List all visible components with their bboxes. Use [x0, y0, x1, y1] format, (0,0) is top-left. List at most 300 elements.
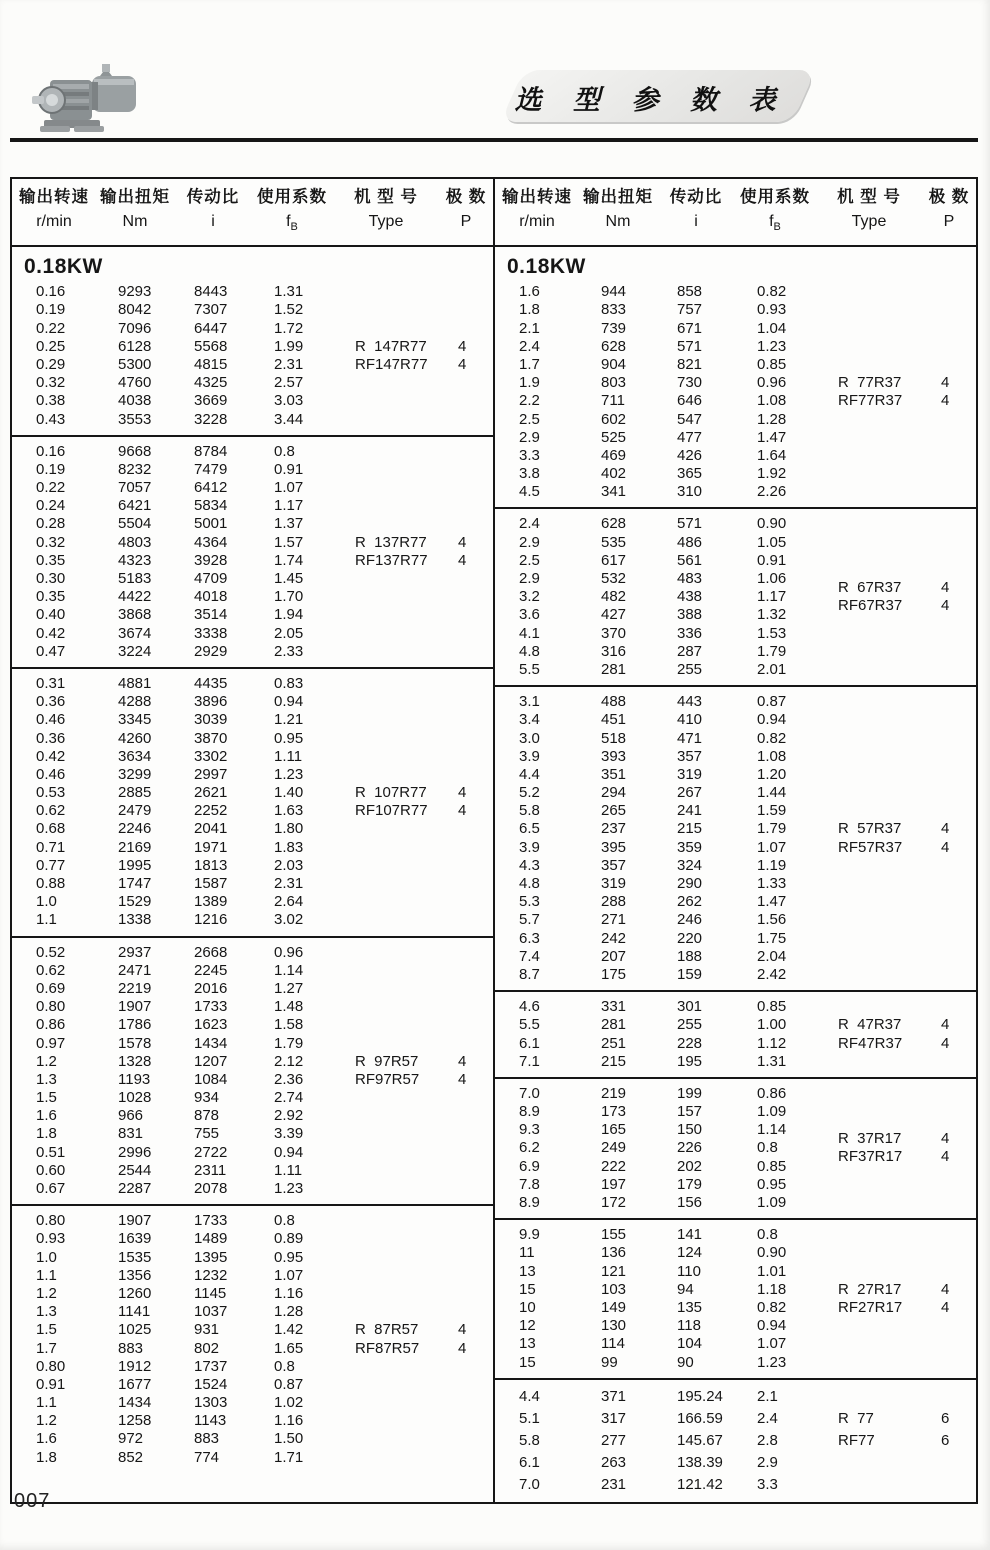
unit-ratio: i	[694, 213, 698, 230]
cell-ratio: 1733	[194, 1212, 228, 1230]
table-row	[495, 748, 976, 766]
cell-poles	[923, 711, 975, 729]
cell-type	[815, 356, 923, 374]
cell-speed: 4.3	[519, 856, 540, 874]
cell-service-factor: 3.39	[274, 1125, 304, 1143]
cell-speed: 0.80	[36, 1357, 66, 1375]
cell-speed: 0.16	[36, 283, 66, 301]
cell-speed: 0.42	[36, 747, 66, 765]
cell-torque: 317	[601, 1409, 627, 1427]
cell-ratio: 199	[677, 1084, 703, 1102]
col-header-poles: 极 数	[445, 188, 487, 206]
cell-speed: 3.6	[519, 606, 540, 624]
cell-torque: 130	[601, 1317, 627, 1335]
cell-type	[332, 766, 440, 784]
cell-poles: 4	[458, 533, 467, 551]
cell-service-factor: 1.37	[274, 515, 304, 533]
cell-type	[815, 465, 923, 483]
table-section	[495, 1380, 976, 1502]
cell-service-factor: 1.59	[757, 802, 787, 820]
cell-service-factor: 1.08	[757, 392, 787, 410]
cell-torque: 277	[601, 1431, 627, 1449]
cell-speed: 4.5	[519, 483, 540, 501]
power-rating-label: 0.18KW	[24, 255, 103, 279]
cell-speed: 1.6	[519, 283, 540, 301]
table-row	[12, 1125, 493, 1143]
cell-torque: 207	[601, 947, 627, 965]
cell-type	[815, 1244, 923, 1262]
cell-ratio: 3338	[194, 624, 228, 642]
cell-poles	[440, 730, 492, 748]
unit-ratio: i	[211, 213, 215, 230]
cell-poles	[440, 693, 492, 711]
cell-torque: 2169	[118, 838, 152, 856]
cell-poles	[440, 1249, 492, 1267]
cell-type	[815, 543, 923, 561]
cell-ratio: 2668	[194, 943, 228, 961]
cell-ratio: 365	[677, 465, 703, 483]
cell-service-factor: 1.45	[274, 570, 304, 587]
cell-ratio: 802	[194, 1339, 220, 1357]
cell-torque: 288	[601, 893, 627, 911]
cell-poles: 4	[458, 551, 467, 569]
cell-speed: 5.3	[519, 893, 540, 911]
cell-ratio: 4364	[194, 533, 228, 551]
table-row	[495, 857, 976, 875]
cell-type	[332, 643, 440, 661]
cell-speed: 6.1	[519, 1034, 540, 1052]
cell-service-factor: 2.12	[274, 1052, 304, 1070]
cell-speed: 1.8	[36, 1125, 57, 1143]
cell-type	[332, 374, 440, 392]
cell-speed: 0.35	[36, 588, 66, 606]
cell-ratio: 1524	[194, 1375, 228, 1393]
cell-torque: 331	[601, 998, 627, 1016]
cell-service-factor: 1.18	[757, 1280, 787, 1298]
cell-ratio: 1489	[194, 1230, 228, 1248]
cell-speed: 13	[519, 1335, 536, 1353]
cell-type	[332, 1016, 440, 1034]
cell-service-factor: 1.99	[274, 337, 304, 355]
cell-speed: 7.1	[519, 1052, 540, 1070]
cell-poles	[923, 748, 975, 766]
cell-ratio: 858	[677, 283, 703, 301]
cell-service-factor: 0.96	[274, 943, 304, 961]
cell-service-factor: 0.95	[274, 729, 304, 747]
cell-service-factor: 1.27	[274, 979, 304, 997]
cell-poles	[923, 948, 975, 966]
cell-type	[332, 1144, 440, 1162]
cell-poles	[923, 730, 975, 748]
cell-service-factor: 0.91	[274, 460, 304, 478]
cell-speed: 3.9	[519, 747, 540, 765]
table-section	[495, 992, 976, 1079]
cell-type	[815, 338, 923, 356]
cell-service-factor: 1.63	[274, 802, 304, 820]
cell-speed: 5.7	[519, 911, 540, 929]
cell-ratio: 477	[677, 428, 703, 446]
cell-ratio: 357	[677, 747, 703, 765]
cell-poles: 4	[941, 838, 950, 856]
table-row	[12, 320, 493, 338]
cell-speed: 1.6	[36, 1430, 57, 1448]
cell-service-factor: 1.20	[757, 765, 787, 783]
cell-torque: 1258	[118, 1412, 152, 1430]
cell-speed: 7.0	[519, 1084, 540, 1102]
cell-type	[332, 1089, 440, 1107]
cell-poles	[440, 998, 492, 1016]
cell-speed: 0.32	[36, 374, 66, 392]
cell-service-factor: 0.8	[757, 1226, 778, 1244]
cell-poles	[923, 1386, 975, 1408]
cell-type	[815, 766, 923, 784]
cell-speed: 0.43	[36, 410, 66, 428]
cell-ratio: 1434	[194, 1034, 228, 1052]
cell-service-factor: 0.82	[757, 729, 787, 747]
cell-poles	[440, 1267, 492, 1285]
cell-torque: 271	[601, 911, 627, 929]
cell-type	[332, 1249, 440, 1267]
cell-torque: 9293	[118, 283, 152, 301]
header-row-cn	[12, 185, 493, 210]
cell-torque: 1639	[118, 1230, 152, 1248]
cell-poles	[440, 980, 492, 998]
cell-torque: 3299	[118, 765, 152, 783]
table-left-half	[12, 179, 493, 1502]
cell-speed: 5.8	[519, 802, 540, 820]
table-row	[12, 1340, 493, 1358]
cell-ratio: 4435	[194, 674, 228, 692]
cell-speed: 0.69	[36, 979, 66, 997]
cell-torque: 265	[601, 802, 627, 820]
cell-ratio: 5834	[194, 497, 228, 515]
cell-torque: 535	[601, 533, 627, 551]
cell-torque: 149	[601, 1298, 627, 1316]
cell-speed: 0.42	[36, 624, 66, 642]
table-row	[12, 1071, 493, 1089]
cell-torque: 249	[601, 1139, 627, 1157]
cell-poles	[923, 429, 975, 447]
cell-service-factor: 0.90	[757, 515, 787, 533]
table-row	[12, 338, 493, 356]
cell-type	[332, 625, 440, 643]
table-row	[495, 766, 976, 784]
cell-type: RF87R57	[355, 1339, 420, 1357]
cell-poles	[440, 320, 492, 338]
cell-type: R 27R17	[838, 1280, 902, 1298]
cell-speed: 7.8	[519, 1175, 540, 1193]
cell-poles	[440, 711, 492, 729]
table-row	[12, 730, 493, 748]
cell-torque: 9668	[118, 442, 152, 460]
cell-ratio: 94	[677, 1280, 694, 1298]
cell-ratio: 671	[677, 319, 703, 337]
cell-speed: 0.80	[36, 1212, 66, 1230]
cell-ratio: 1232	[194, 1266, 228, 1284]
cell-poles	[440, 1162, 492, 1180]
cell-type	[332, 711, 440, 729]
cell-service-factor: 1.28	[274, 1303, 304, 1321]
table-row	[12, 962, 493, 980]
cell-type	[815, 615, 923, 633]
table-section	[12, 938, 493, 1207]
unit-speed: r/min	[36, 213, 72, 230]
cell-poles: 6	[941, 1431, 950, 1449]
cell-poles	[923, 301, 975, 319]
table-row	[12, 1267, 493, 1285]
cell-type	[332, 893, 440, 911]
cell-torque: 341	[601, 483, 627, 501]
cell-ratio: 646	[677, 392, 703, 410]
cell-speed: 0.29	[36, 355, 66, 373]
cell-speed: 0.51	[36, 1143, 66, 1161]
cell-speed: 4.6	[519, 998, 540, 1016]
cell-poles	[923, 1167, 975, 1185]
cell-service-factor: 1.21	[274, 711, 304, 729]
cell-poles	[923, 338, 975, 356]
cell-speed: 5.8	[519, 1431, 540, 1449]
cell-poles	[923, 1335, 975, 1353]
cell-speed: 0.35	[36, 551, 66, 569]
table-row	[495, 483, 976, 501]
cell-speed: 15	[519, 1280, 536, 1298]
cell-speed: 0.93	[36, 1230, 66, 1248]
cell-type: RF137R77	[355, 551, 428, 569]
cell-type	[815, 911, 923, 929]
cell-service-factor: 1.47	[757, 893, 787, 911]
cell-type	[332, 1180, 440, 1198]
cell-ratio: 267	[677, 784, 703, 802]
cell-type	[332, 443, 440, 461]
cell-service-factor: 1.94	[274, 606, 304, 624]
cell-type	[332, 1162, 440, 1180]
cell-torque: 4323	[118, 551, 152, 569]
cell-type	[815, 730, 923, 748]
cell-type	[332, 962, 440, 980]
cell-speed: 6.3	[519, 929, 540, 947]
table-row	[495, 1281, 976, 1299]
cell-ratio: 4325	[194, 374, 228, 392]
table-row	[495, 1244, 976, 1262]
cell-ratio: 483	[677, 570, 703, 587]
table-row	[12, 1180, 493, 1198]
cell-torque: 2246	[118, 820, 152, 838]
cell-speed: 2.1	[519, 319, 540, 337]
cell-poles	[440, 301, 492, 319]
table-row	[12, 552, 493, 570]
cell-type	[815, 429, 923, 447]
cell-torque: 357	[601, 856, 627, 874]
cell-ratio: 2252	[194, 802, 228, 820]
cell-poles	[440, 570, 492, 588]
cell-ratio: 3896	[194, 693, 228, 711]
cell-service-factor: 1.50	[274, 1430, 304, 1448]
table-row	[495, 1085, 976, 1103]
cell-service-factor: 1.06	[757, 570, 787, 587]
cell-service-factor: 0.90	[757, 1244, 787, 1262]
table-row	[495, 1452, 976, 1474]
cell-ratio: 8443	[194, 283, 228, 301]
table-row	[12, 1449, 493, 1467]
cell-speed: 4.1	[519, 624, 540, 642]
cell-speed: 2.9	[519, 428, 540, 446]
table-row	[495, 893, 976, 911]
cell-torque: 2996	[118, 1143, 152, 1161]
cell-torque: 1141	[118, 1303, 151, 1321]
cell-type	[815, 748, 923, 766]
cell-service-factor: 1.05	[757, 533, 787, 551]
cell-service-factor: 3.44	[274, 410, 304, 428]
col-header-service-factor: 使用系数	[257, 188, 327, 206]
cell-torque: 219	[601, 1084, 627, 1102]
cell-torque: 904	[601, 355, 627, 373]
cell-service-factor: 1.08	[757, 747, 787, 765]
page-title: 选 型 参 数 表	[514, 85, 788, 115]
cell-type	[815, 652, 923, 670]
cell-speed: 1.3	[36, 1303, 57, 1321]
cell-type	[332, 1035, 440, 1053]
cell-torque: 319	[601, 875, 627, 892]
cell-speed: 1.2	[36, 1284, 57, 1302]
cell-torque: 136	[601, 1244, 627, 1262]
cell-poles: 4	[941, 1298, 950, 1316]
cell-type	[332, 392, 440, 410]
cell-ratio: 110	[677, 1262, 701, 1280]
cell-torque: 852	[118, 1448, 144, 1466]
cell-poles	[923, 543, 975, 561]
cell-ratio: 2929	[194, 642, 228, 660]
cell-ratio: 121.42	[677, 1475, 723, 1493]
table-row	[12, 1376, 493, 1394]
cell-ratio: 821	[677, 355, 703, 373]
table-row	[495, 1263, 976, 1281]
cell-type	[332, 283, 440, 301]
cell-type: R 137R77	[355, 533, 427, 551]
cell-ratio: 2245	[194, 961, 228, 979]
cell-poles	[440, 1430, 492, 1448]
cell-torque: 294	[601, 784, 627, 802]
cell-speed: 0.22	[36, 319, 66, 337]
cell-torque: 883	[118, 1339, 144, 1357]
cell-type	[332, 820, 440, 838]
table-row	[495, 1299, 976, 1317]
page-title-banner	[498, 68, 804, 124]
cell-poles	[440, 1035, 492, 1053]
cell-ratio: 3669	[194, 392, 228, 410]
cell-speed: 2.2	[519, 392, 540, 410]
cell-torque: 831	[118, 1125, 144, 1143]
cell-service-factor: 2.33	[274, 642, 304, 660]
table-row	[12, 374, 493, 392]
cell-torque: 1028	[118, 1089, 152, 1107]
cell-speed: 5.5	[519, 660, 540, 678]
cell-poles	[440, 1089, 492, 1107]
table-row	[12, 1162, 493, 1180]
table-row	[12, 479, 493, 497]
cell-ratio: 730	[677, 374, 703, 392]
cell-torque: 4260	[118, 729, 152, 747]
cell-poles: 4	[941, 1130, 950, 1148]
cell-type	[815, 320, 923, 338]
cell-ratio: 135	[677, 1298, 703, 1316]
table-row	[12, 675, 493, 693]
cell-torque: 2287	[118, 1180, 152, 1197]
cell-ratio: 319	[677, 765, 703, 783]
cell-service-factor: 1.56	[757, 911, 787, 929]
cell-service-factor: 1.75	[757, 929, 787, 947]
table-row	[12, 748, 493, 766]
cell-type	[815, 301, 923, 319]
cell-torque: 3345	[118, 711, 152, 729]
cell-service-factor: 1.83	[274, 838, 304, 856]
table-row	[12, 392, 493, 410]
cell-poles	[440, 606, 492, 624]
cell-speed: 7.4	[519, 947, 540, 965]
table-row	[495, 1354, 976, 1372]
cell-ratio: 255	[677, 660, 703, 678]
cell-speed: 3.9	[519, 838, 540, 856]
cell-ratio: 157	[677, 1103, 703, 1121]
cell-type	[332, 1376, 440, 1394]
cell-type	[332, 998, 440, 1016]
cell-type: RF57R37	[838, 838, 903, 856]
cell-poles	[923, 998, 975, 1016]
cell-poles	[923, 1452, 975, 1474]
cell-poles	[440, 1449, 492, 1467]
cell-service-factor: 2.64	[274, 893, 304, 911]
table-row	[12, 1430, 493, 1448]
table-section	[495, 687, 976, 992]
cell-type	[332, 839, 440, 857]
cell-torque: 172	[601, 1194, 627, 1211]
cell-poles	[440, 857, 492, 875]
cell-torque: 1193	[118, 1070, 151, 1088]
table-row	[12, 911, 493, 929]
cell-service-factor: 0.8	[274, 442, 295, 460]
cell-ratio: 262	[677, 893, 703, 911]
cell-type	[815, 893, 923, 911]
cell-speed: 0.97	[36, 1034, 66, 1052]
cell-service-factor: 2.31	[274, 355, 304, 373]
cell-service-factor: 1.23	[757, 1353, 787, 1371]
cell-poles: 4	[941, 1280, 950, 1298]
cell-service-factor: 1.33	[757, 875, 787, 892]
cell-ratio: 124	[677, 1244, 703, 1262]
cell-ratio: 1037	[194, 1303, 228, 1321]
cell-ratio: 388	[677, 606, 703, 624]
cell-service-factor: 1.23	[757, 337, 787, 355]
header-row-cn	[495, 185, 976, 210]
table-row	[495, 411, 976, 429]
table-row	[12, 606, 493, 624]
table-left-sections	[12, 247, 493, 1502]
cell-type	[332, 693, 440, 711]
cell-poles	[440, 1303, 492, 1321]
cell-speed: 9.3	[519, 1121, 540, 1139]
cell-torque: 3634	[118, 747, 152, 765]
cell-torque: 165	[601, 1121, 627, 1139]
cell-poles	[923, 875, 975, 893]
cell-ratio: 5001	[194, 515, 228, 533]
cell-poles: 4	[458, 1339, 467, 1357]
cell-poles	[440, 893, 492, 911]
cell-torque: 2937	[118, 943, 152, 961]
cell-service-factor: 0.86	[757, 1084, 787, 1102]
cell-torque: 371	[601, 1387, 627, 1405]
table-row	[495, 966, 976, 984]
table-right-half	[495, 179, 976, 1502]
cell-type: R 37R17	[838, 1130, 902, 1148]
